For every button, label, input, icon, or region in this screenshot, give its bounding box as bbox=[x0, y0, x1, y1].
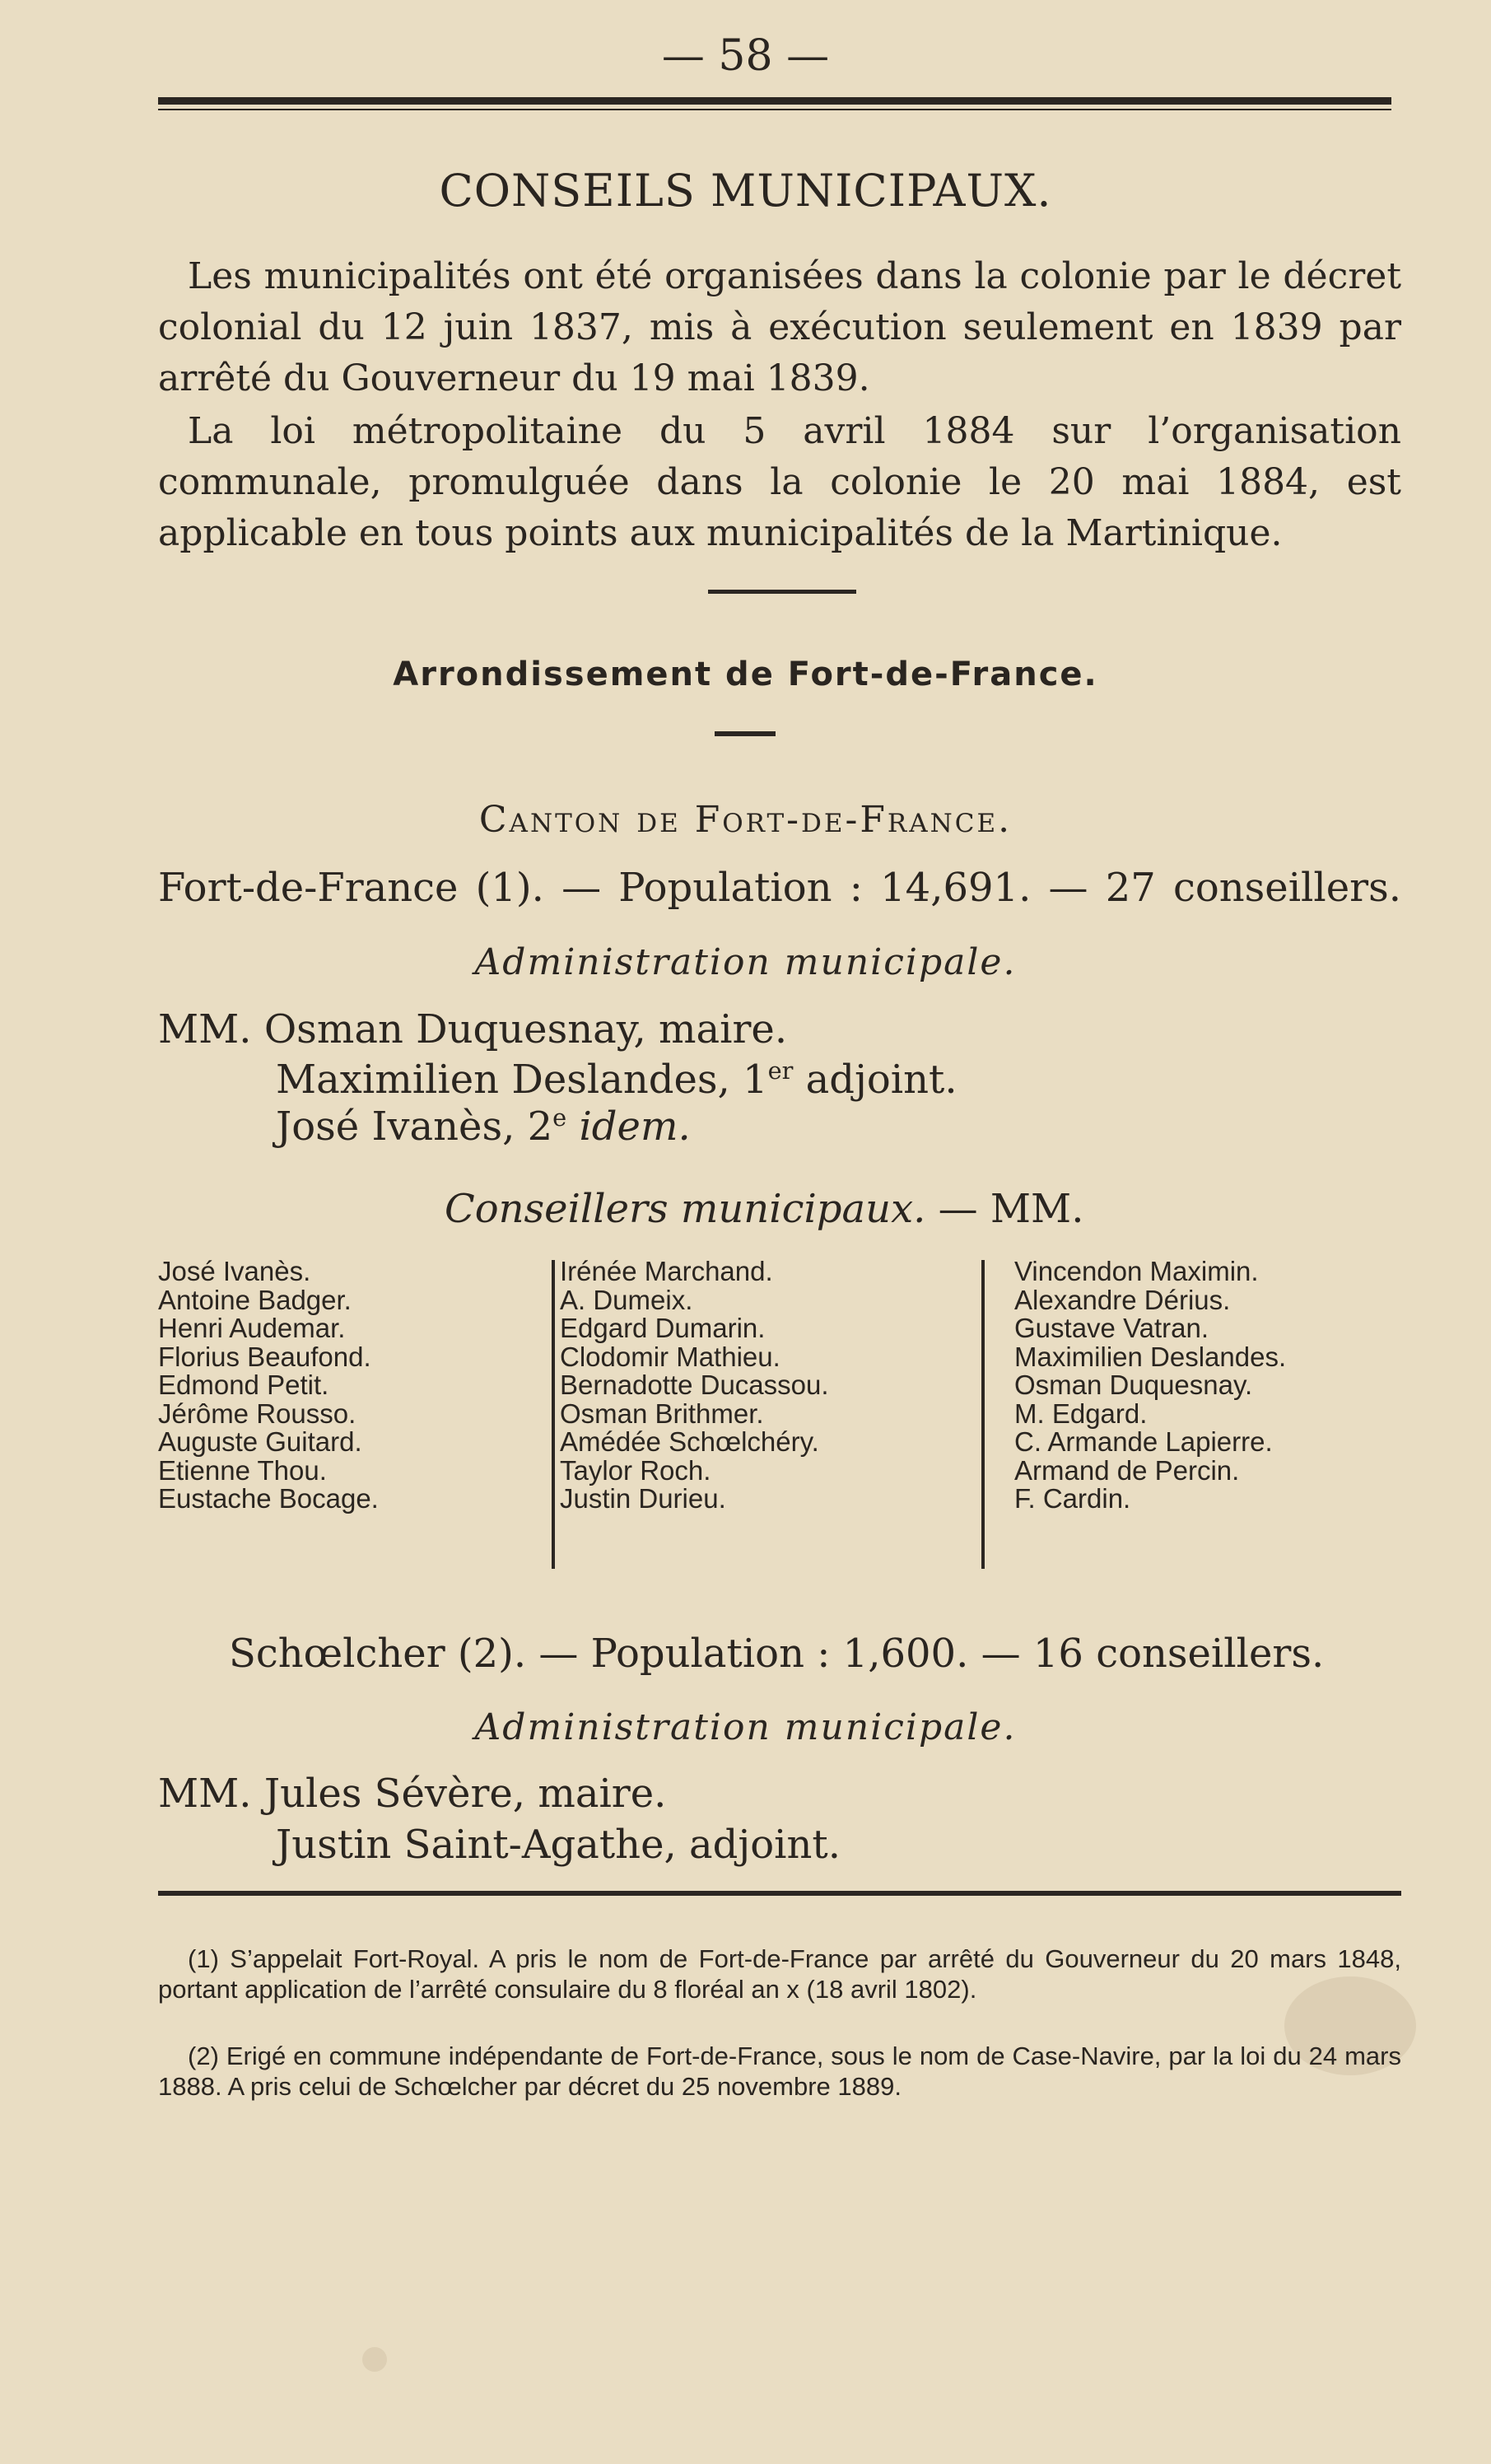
councillors-column-3 bbox=[1014, 1258, 1286, 1514]
mayor-name: Jules Sévère, maire. bbox=[263, 1771, 667, 1817]
mayor-name: Osman Duquesnay, maire. bbox=[263, 1006, 788, 1052]
councillor-name: Florius Beaufond. bbox=[158, 1341, 371, 1372]
councillor-name: Bernadotte Ducassou. bbox=[560, 1370, 829, 1400]
ordinal-suffix: e bbox=[552, 1104, 567, 1132]
adjoint-line-1 bbox=[276, 1057, 958, 1103]
page-title: CONSEILS MUNICIPAUX. bbox=[439, 165, 1052, 217]
councillor-name: Edgard Dumarin. bbox=[560, 1313, 766, 1343]
councillor-name: F. Cardin. bbox=[1014, 1483, 1131, 1514]
footnote-rule bbox=[158, 1891, 1401, 1896]
councillor-name: Gustave Vatran. bbox=[1014, 1313, 1209, 1343]
councillors-column-2 bbox=[560, 1258, 829, 1514]
councillors-heading bbox=[445, 1186, 1083, 1232]
councillor-name: C. Armande Lapierre. bbox=[1014, 1426, 1273, 1457]
administration-label: Administration municipale. bbox=[474, 1706, 1017, 1748]
councillors-label: Conseillers municipaux. bbox=[445, 1186, 926, 1232]
section-separator bbox=[715, 731, 776, 736]
councillor-name: Osman Brithmer. bbox=[560, 1398, 764, 1429]
section-separator bbox=[708, 590, 856, 594]
councillor-name: Justin Durieu. bbox=[560, 1483, 726, 1514]
fort-de-france-heading: Fort-de-France (1). — Population : 14,691. — 27 conseillers. bbox=[158, 865, 1401, 911]
councillor-name: Jérôme Rousso. bbox=[158, 1398, 356, 1429]
adjoint-role: idem. bbox=[579, 1104, 691, 1150]
adjoint-role: adjoint. bbox=[793, 1057, 958, 1103]
administration-label: Administration municipale. bbox=[474, 941, 1017, 983]
paper-stain bbox=[362, 2347, 387, 2372]
councillor-name: Antoine Badger. bbox=[158, 1284, 352, 1315]
councillor-name: José Ivanès. bbox=[158, 1256, 311, 1286]
councillor-name: Etienne Thou. bbox=[158, 1454, 327, 1486]
councillor-name: Irénée Marchand. bbox=[560, 1256, 773, 1286]
mayor-line bbox=[158, 1771, 666, 1817]
mm-label: MM. bbox=[158, 1771, 252, 1817]
councillor-name: Eustache Bocage. bbox=[158, 1483, 379, 1514]
councillor-name: Amédée Schœlchéry. bbox=[560, 1426, 819, 1457]
councillor-name: Alexandre Dérius. bbox=[1014, 1284, 1231, 1315]
ordinal-suffix: er bbox=[767, 1057, 794, 1085]
mayor-line bbox=[158, 1006, 787, 1052]
canton-heading: Canton de Fort-de-France. bbox=[478, 799, 1013, 841]
councillor-name: M. Edgard. bbox=[1014, 1398, 1148, 1429]
mm-label: MM. bbox=[158, 1006, 252, 1052]
header-rule-thin bbox=[158, 109, 1391, 110]
councillor-name: Taylor Roch. bbox=[560, 1454, 711, 1486]
councillor-name: Maximilien Deslandes. bbox=[1014, 1341, 1287, 1372]
arrondissement-heading: Arrondissement de Fort-de-France. bbox=[393, 656, 1098, 693]
adjoint-name: Maximilien Deslandes, 1 bbox=[276, 1057, 768, 1103]
councillor-name: Edmond Petit. bbox=[158, 1370, 329, 1400]
header-rule bbox=[158, 97, 1391, 105]
page-number: — 58 — bbox=[661, 31, 830, 81]
intro-paragraph-2: La loi métropolitaine du 5 avril 1884 sur l’organisation communale, promulguée dans la colonie le 20 mai 1884, est applicable en tous points aux municipalités de la Martinique. bbox=[158, 410, 1401, 554]
councillor-name: Henri Audemar. bbox=[158, 1313, 346, 1343]
schoelcher-heading: Schœlcher (2). — Population : 1,600. — 16 conseillers. bbox=[229, 1631, 1325, 1677]
councillor-name: Auguste Guitard. bbox=[158, 1426, 362, 1457]
councillor-name: Vincendon Maximin. bbox=[1014, 1256, 1259, 1286]
footnote-2: (2) Erigé en commune indépendante de Fort-de-France, sous le nom de Case-Navire, par la loi du 24 mars 1888. A pris celui de Schœlcher par décret du 25 novembre 1889. bbox=[158, 2042, 1401, 2101]
councillor-name: A. Dumeix. bbox=[560, 1284, 693, 1315]
adjoint-line-2 bbox=[276, 1104, 691, 1150]
councillor-name: Armand de Percin. bbox=[1014, 1454, 1240, 1486]
councillor-name: Osman Duquesnay. bbox=[1014, 1370, 1253, 1400]
adjoint-line: Justin Saint-Agathe, adjoint. bbox=[276, 1822, 841, 1868]
column-divider bbox=[981, 1260, 985, 1569]
councillors-column-1 bbox=[158, 1258, 379, 1514]
councillor-name: Clodomir Mathieu. bbox=[560, 1341, 780, 1372]
adjoint-name: José Ivanès, 2 bbox=[276, 1104, 553, 1150]
intro-paragraph-1: Les municipalités ont été organisées dans la colonie par le décret colonial du 12 juin 1837, mis à exécution seulement en 1839 par arrêté du Gouverneur du 19 mai 1839. bbox=[158, 255, 1401, 399]
column-divider bbox=[552, 1260, 555, 1569]
footnote-1: (1) S’appelait Fort-Royal. A pris le nom de Fort-de-France par arrêté du Gouverneur du 20 mars 1848, portant application de l’arrêté consulaire du 8 floréal an x (18 avril 1802). bbox=[158, 1944, 1401, 2004]
councillors-suffix: — MM. bbox=[925, 1186, 1084, 1232]
